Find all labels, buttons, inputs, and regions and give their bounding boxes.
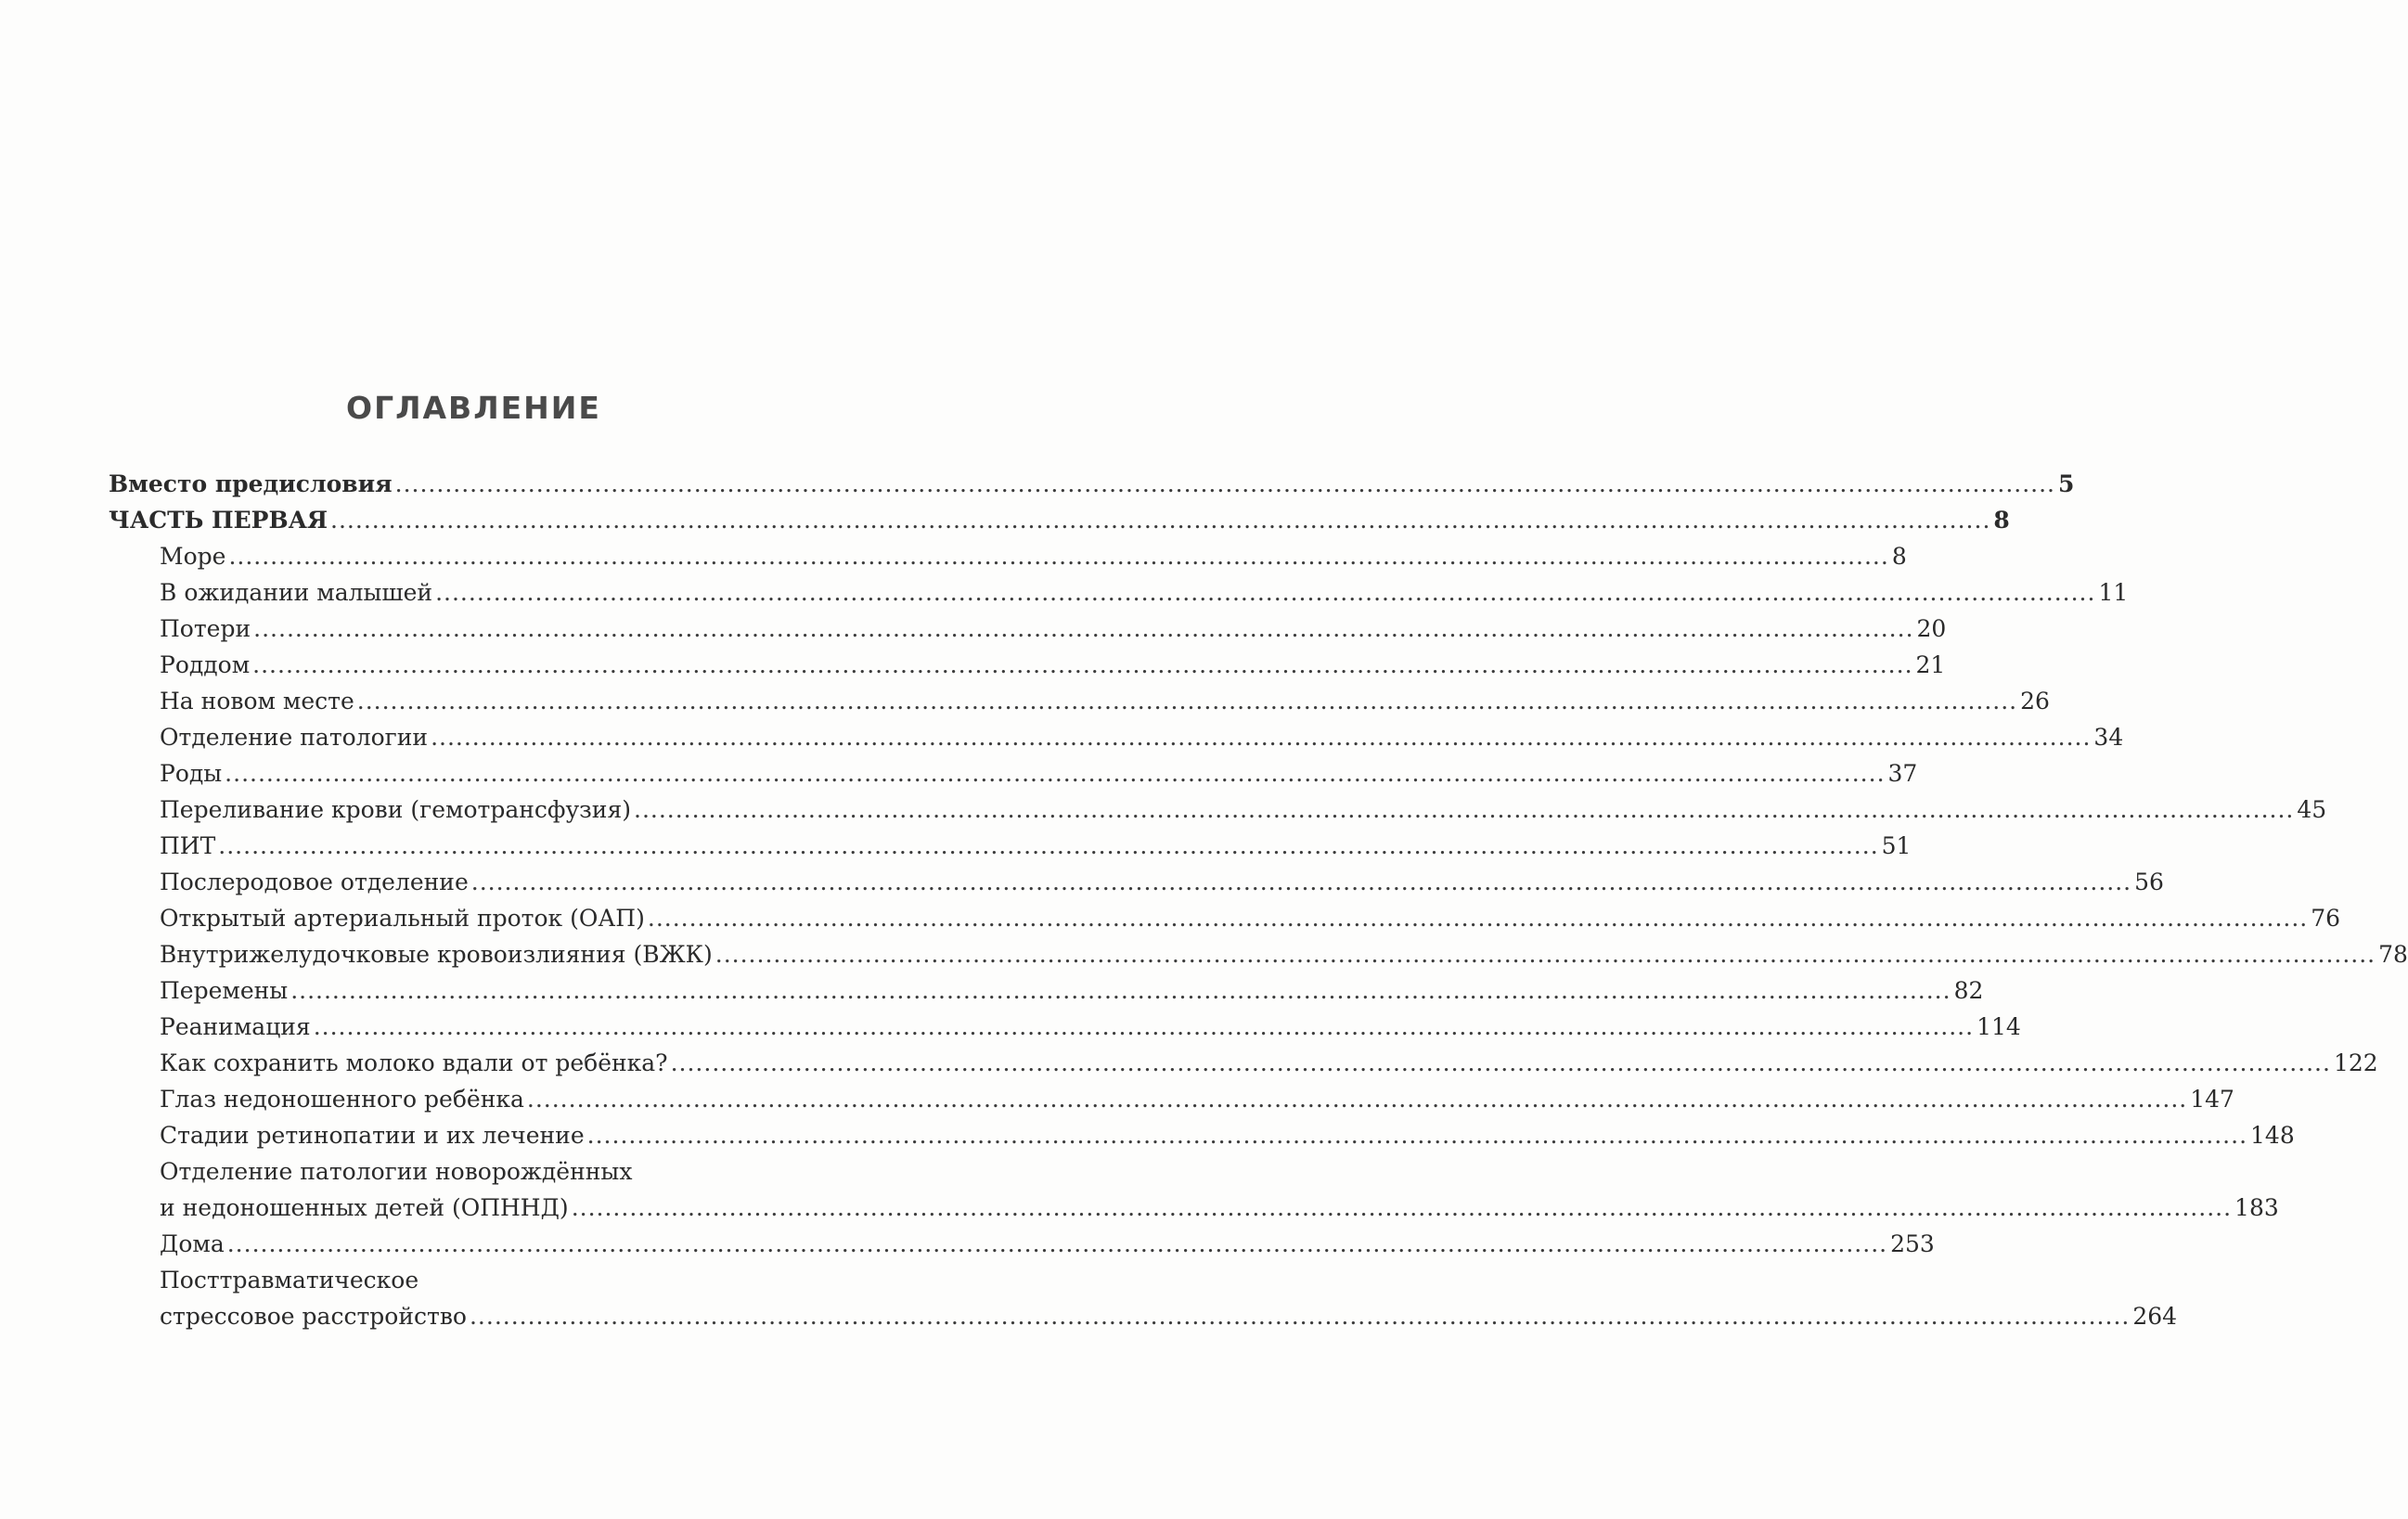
toc-entry-title: Переливание крови (гемотрансфузия) xyxy=(160,796,631,823)
dot-leader xyxy=(253,611,1913,647)
dot-leader xyxy=(715,936,2376,972)
toc-entry-page: 122 xyxy=(2333,1049,2378,1076)
dot-leader xyxy=(587,1117,2247,1153)
toc-entry xyxy=(109,647,1946,683)
toc-entry-page: 26 xyxy=(2020,688,2050,714)
toc-entry-page: 51 xyxy=(1881,832,1912,859)
toc-entry-title: Стадии ретинопатии и их лечение xyxy=(160,1122,585,1149)
toc-entry xyxy=(109,1045,2378,1081)
toc-entry-title: В ожидании малышей xyxy=(160,579,433,606)
dot-leader xyxy=(648,900,2308,936)
dot-leader xyxy=(225,755,1885,792)
toc-entry-title: Перемены xyxy=(160,977,289,1004)
table-of-contents xyxy=(109,466,2408,1334)
toc-entry-page: 56 xyxy=(2134,869,2164,895)
toc-entry-page: 20 xyxy=(1916,615,1947,642)
toc-entry xyxy=(109,574,2129,611)
toc-entry xyxy=(109,828,1912,864)
toc-entry-title: Глаз недоношенного ребёнка xyxy=(160,1086,524,1113)
toc-entry xyxy=(109,1153,2279,1226)
toc-entry xyxy=(109,683,2050,719)
toc-entry-title: Как сохранить молоко вдали от ребёнка? xyxy=(160,1049,668,1076)
toc-entry-page: 76 xyxy=(2311,905,2341,932)
toc-entry xyxy=(109,972,1984,1009)
dot-leader xyxy=(330,502,1990,538)
toc-entry-page: 37 xyxy=(1887,760,1918,787)
dot-leader xyxy=(228,538,1888,574)
toc-entry xyxy=(109,936,2408,972)
toc-entry-title-line2: стрессовое расстройство xyxy=(160,1303,467,1330)
dot-leader xyxy=(290,972,1951,1009)
toc-entry xyxy=(109,1117,2295,1153)
dot-leader xyxy=(314,1009,1974,1045)
dot-leader xyxy=(572,1190,2232,1226)
dot-leader xyxy=(357,683,2017,719)
toc-entry xyxy=(109,1226,1935,1262)
toc-entry-title: На новом месте xyxy=(160,688,354,714)
toc-entry-page: 34 xyxy=(2093,724,2124,751)
toc-entry-page: 11 xyxy=(2098,579,2129,606)
dot-leader xyxy=(218,828,1878,864)
toc-entry xyxy=(109,900,2341,936)
toc-entry-foreword xyxy=(109,466,2075,502)
toc-entry xyxy=(109,1262,2178,1334)
toc-entry-line2 xyxy=(160,1190,2279,1226)
toc-entry-page: 114 xyxy=(1977,1013,2021,1040)
toc-entry-title: Отделение патологии xyxy=(160,724,429,751)
toc-entry xyxy=(109,538,1907,574)
toc-entry-title: Реанимация xyxy=(160,1013,311,1040)
toc-entry xyxy=(109,611,1947,647)
toc-entry-page: 78 xyxy=(2378,941,2408,968)
toc-entry-page: 45 xyxy=(2297,796,2327,823)
toc-entry-title: Дома xyxy=(160,1230,225,1257)
toc-entry-title: Послеродовое отделение xyxy=(160,869,469,895)
toc-entry-title: Роды xyxy=(160,760,223,787)
dot-leader xyxy=(252,647,1912,683)
toc-entry-title: ПИТ xyxy=(160,832,216,859)
toc-entry xyxy=(109,792,2327,828)
toc-entry-title-line1: Отделение патологии новорождённых xyxy=(160,1158,633,1185)
toc-entry-title: Открытый артериальный проток (ОАП) xyxy=(160,905,645,932)
dot-leader xyxy=(435,574,2095,611)
toc-entry-title: Внутрижелудочковые кровоизлияния (ВЖК) xyxy=(160,941,713,968)
dot-leader xyxy=(471,864,2131,900)
toc-entry-page: 82 xyxy=(1953,977,1984,1004)
toc-entry-title: Потери xyxy=(160,615,251,642)
toc-entry-page: 5 xyxy=(2058,470,2075,497)
toc-entry-line2 xyxy=(160,1298,2178,1334)
toc-entry xyxy=(109,719,2124,755)
toc-entry-title: Роддом xyxy=(160,651,251,678)
toc-entry-page: 253 xyxy=(1890,1230,1935,1257)
toc-entry-page: 183 xyxy=(2234,1194,2279,1221)
toc-entry-title: Море xyxy=(160,543,226,570)
toc-entry-title-line2: и недоношенных детей (ОПННД) xyxy=(160,1194,569,1221)
toc-entry-page: 21 xyxy=(1915,651,1946,678)
toc-entry-page: 264 xyxy=(2132,1303,2178,1330)
dot-leader xyxy=(671,1045,2331,1081)
toc-entry xyxy=(109,1081,2234,1117)
toc-entry-page: 8 xyxy=(1993,507,2010,534)
dot-leader xyxy=(470,1298,2130,1334)
toc-entry-title: ЧАСТЬ ПЕРВАЯ xyxy=(109,507,328,534)
toc-entry xyxy=(109,755,1918,792)
toc-entry-title: Вместо предисловия xyxy=(109,470,393,497)
toc-entry xyxy=(109,1009,2021,1045)
toc-entry-title-line1: Посттравматическое xyxy=(160,1267,419,1294)
dot-leader xyxy=(431,719,2091,755)
toc-entry-page: 148 xyxy=(2250,1122,2295,1149)
dot-leader xyxy=(227,1226,1887,1262)
toc-entry-page: 8 xyxy=(1891,543,1907,570)
dot-leader xyxy=(527,1081,2187,1117)
toc-entry xyxy=(109,864,2164,900)
toc-entry-page: 147 xyxy=(2190,1086,2234,1113)
dot-leader xyxy=(634,792,2294,828)
dot-leader xyxy=(395,466,2055,502)
page-title: ОГЛАВЛЕНИЕ xyxy=(346,390,601,426)
toc-entry-part-one xyxy=(109,502,2010,538)
